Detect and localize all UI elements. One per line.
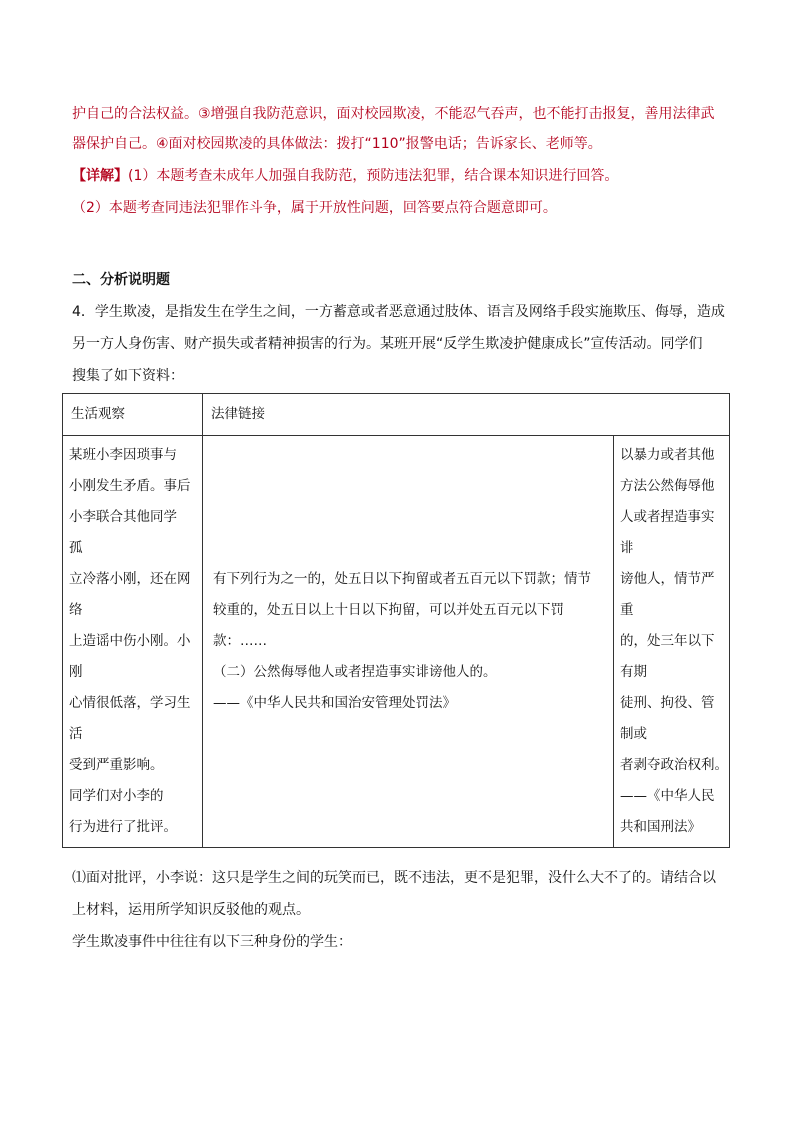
section-title: 二、分析说明题 bbox=[72, 272, 170, 288]
answer-line-1: 护自己的合法权益。③增强自我防范意识，面对校园欺凌，不能忍气吞声，也不能打击报复，善用法律武 bbox=[72, 106, 715, 122]
roles-intro: 学生欺凌事件中往往有以下三种身份的学生： bbox=[72, 934, 352, 950]
table-header-row bbox=[63, 394, 730, 436]
detail-tag: 【详解】 bbox=[72, 168, 128, 184]
public-security-law-cell bbox=[203, 436, 614, 848]
question-4-line-3: 搜集了如下资料： bbox=[72, 368, 184, 384]
question-4-line-2: 另一方人身伤害、财产损失或者精神损害的行为。某班开展“反学生欺凌护健康成长”宣传活动。同学们 bbox=[72, 336, 703, 352]
observation-line: 络 bbox=[69, 602, 83, 618]
law-line: 有下列行为之一的，处五日以下拘留或者五百元以下罚款；情节 bbox=[213, 571, 591, 587]
criminal-line: 者剥夺政治权利。 bbox=[620, 757, 728, 773]
observation-line: 受到严重影响。 bbox=[69, 757, 164, 773]
law-line: （二）公然侮辱他人或者捏造事实诽谤他人的。 bbox=[213, 664, 497, 680]
material-table bbox=[62, 393, 730, 848]
question-4-line-1: 4．学生欺凌，是指发生在学生之间，一方蓄意或者恶意通过肢体、语言及网络手段实施欺压、侮辱，造成 bbox=[72, 304, 725, 320]
header-law-link: 法律链接 bbox=[203, 394, 730, 436]
observation-line: 孤 bbox=[69, 540, 83, 556]
law-line: 款：…… bbox=[213, 633, 267, 649]
detail-line-2: （2）本题考查同违法犯罪作斗争，属于开放性问题，回答要点符合题意即可。 bbox=[72, 200, 557, 216]
criminal-line: 以暴力或者其他 bbox=[620, 447, 715, 463]
criminal-law-cell bbox=[614, 436, 730, 848]
sub-question-1-line-2: 上材料，运用所学知识反驳他的观点。 bbox=[72, 902, 310, 918]
detail-text-1: (1）本题考查未成年人加强自我防范，预防违法犯罪，结合课本知识进行回答。 bbox=[128, 168, 619, 184]
observation-line: 行为进行了批评。 bbox=[69, 819, 177, 835]
criminal-line: 重 bbox=[620, 602, 634, 618]
criminal-line: 的，处三年以下 bbox=[620, 633, 715, 649]
criminal-line: 徒刑、拘役、管 bbox=[620, 695, 715, 711]
criminal-line: 人或者捏造事实 bbox=[620, 509, 715, 525]
detail-line-1 bbox=[72, 166, 618, 186]
criminal-line: 诽 bbox=[620, 540, 634, 556]
law-line: 较重的，处五日以上十日以下拘留，可以并处五百元以下罚 bbox=[213, 602, 564, 618]
observation-line: 活 bbox=[69, 726, 83, 742]
observation-line: 某班小李因琐事与 bbox=[69, 447, 177, 463]
sub-question-1-line-1: ⑴面对批评，小李说：这只是学生之间的玩笑而已，既不违法，更不是犯罪，没什么大不了的。请结合以 bbox=[72, 870, 716, 886]
observation-line: 小李联合其他同学 bbox=[69, 509, 177, 525]
header-life-observation: 生活观察 bbox=[63, 394, 203, 436]
observation-line: 上造谣中伤小刚。小 bbox=[69, 633, 191, 649]
observation-line: 心情很低落，学习生 bbox=[69, 695, 191, 711]
life-observation-cell bbox=[63, 436, 203, 848]
answer-line-2: 器保护自己。④面对校园欺凌的具体做法：拨打“110”报警电话；告诉家长、老师等。 bbox=[72, 136, 602, 152]
law-source: ——《中华人民共和国治安管理处罚法》 bbox=[213, 695, 456, 711]
observation-line: 同学们对小李的 bbox=[69, 788, 164, 804]
criminal-line: 谤他人，情节严 bbox=[620, 571, 715, 587]
observation-line: 立冷落小刚，还在网 bbox=[69, 571, 191, 587]
criminal-line: 方法公然侮辱他 bbox=[620, 478, 715, 494]
criminal-line: 有期 bbox=[620, 664, 647, 680]
observation-line: 刚 bbox=[69, 664, 83, 680]
criminal-line: 共和国刑法》 bbox=[620, 819, 701, 835]
observation-line: 小刚发生矛盾。事后 bbox=[69, 478, 191, 494]
criminal-line: ——《中华人民 bbox=[620, 788, 715, 804]
table-body-row bbox=[63, 436, 730, 848]
criminal-line: 制或 bbox=[620, 726, 647, 742]
